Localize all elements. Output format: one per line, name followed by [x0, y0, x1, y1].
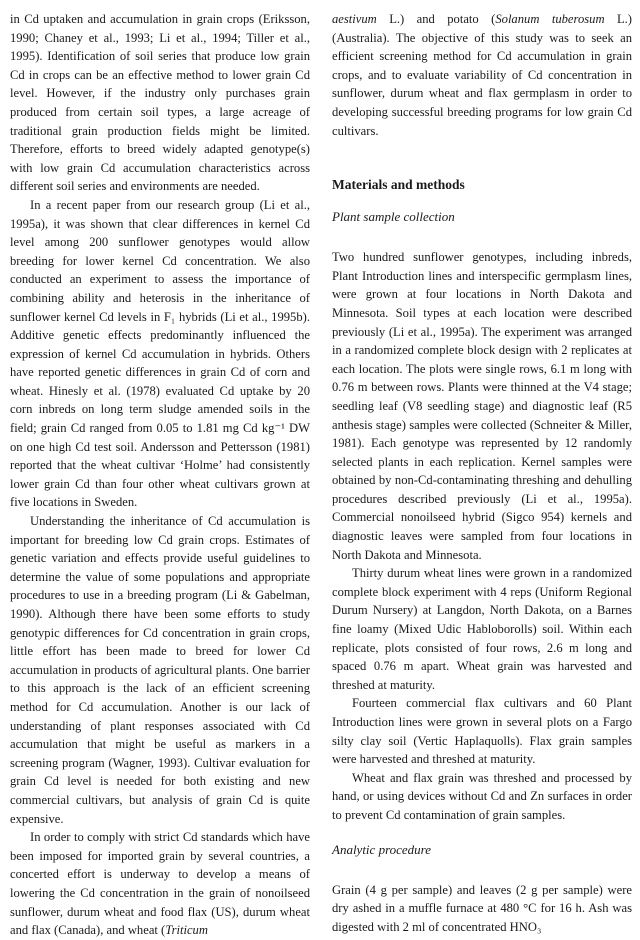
methods-paragraph	[332, 564, 632, 694]
text-run: Two hundred sunflower genotypes, including inbreds, Plant Introduction lines and interspecific germplasm lines, were grown at four locations in North Dakota and Minnesota. Soil types at each location were described previously (Li et al., 1995a). The experiment was arranged in a randomized complete block design with 2 replicates at each location. The plots were single rows, 6.1 m long with 0.76 m between rows. Plants were thinned at the V4 stage; seedling leaf (V8 seedling stage) and diagnostic leaf (R5 anthesis stage) samples were collected (Schneiter & Miller, 1981). Each genotype was represented by 12 randomly selected plants in each replication. Kernel samples were obtained by non-Cd-contaminating threshing and dehulling procedures described previously (Li et al., 1995a). Commercial nonoilseed hybrid (Sigco 954) kernels and diagnostic leaves were sampled from four locations in North Dakota and Minnesota.	[332, 250, 632, 562]
methods-paragraph	[332, 248, 632, 564]
text-run: In a recent paper from our research group (Li et al., 1995a), it was shown that clear differences in kernel Cd level among 200 sunflower genotypes would allow breeding for lower kernel Cd concentration. We also conducted an experiment to assess the importance of combining ability and heterosis in the inheritance of sunflower kernel Cd levels in F₁ hybrids (Li et al., 1995b). Additive genetic effects predominantly influenced the expression of kernel Cd accumulation in hybrids. Others have reported genetic differences in grain Cd of corn and wheat. Hinesly et al. (1978) evaluated Cd uptake by 20 corn inbreds on long term sludge amended soils in the field; grain Cd ranged from 0.05 to 1.81 mg Cd kg⁻¹ DW on one high Cd test soil. Andersson and Pettersson (1981) reported that the wheat cultivar ‘Holme’ had consistently lower grain Cd than four other wheat cultivars grown at five locations in Sweden.	[10, 197, 310, 510]
text-run: Understanding the inheritance of Cd accumulation is important for breeding low Cd grain crops. Estimates of genetic variation and effects provide useful guidelines to determine the value of some populations and appropriate procedures to use in a breeding program (Li & Gabelman, 1990). Although there have been some efforts to study genotypic differences for Cd concentration in grain crops, little effort has been made to breed for lower Cd accumulation in products of agricultural plants. One barrier to this approach is the lack of an efficient screening method for Cd accumulation. Another is our lack of understanding of plant responses associated with Cd accumulation that might be useful as markers in a screening program (Wagner, 1993). Cultivar evaluation for grain Cd level is needed for both existing and new commercial cultivars, but analysis of grain Cd is quite expensive.	[10, 514, 310, 826]
methods-paragraph	[332, 694, 632, 768]
italic-text-run: Solanum tuberosum	[495, 12, 605, 26]
text-run: In order to comply with strict Cd standards which have been imposed for imported grain by several countries, a concerted effort is underway to develop a means of lowering the Cd concentration in the grain of nonoilseed sunflower, durum wheat and food flax (US), durum wheat and flax (Canada), and wheat (	[10, 830, 310, 938]
italic-text-run: aestivum	[332, 12, 377, 26]
left-paragraph	[10, 512, 310, 828]
left-paragraph	[10, 10, 310, 196]
text-run: Thirty durum wheat lines were grown in a randomized complete block experiment with 4 reps (Uniform Regional Durum Nursery) at Langdon, North Dakota, on a Barnes fine loamy (Mixed Udic Habloborolls) soil. Within each replicate, plots consisted of four rows, 2.6 m long and spaced 0.76 m apart. Wheat grain was harvested and threshed at maturity.	[332, 566, 632, 692]
left-column	[10, 10, 310, 938]
italic-text-run: Triticum	[165, 923, 208, 938]
text-run: L.) and potato (	[376, 12, 496, 26]
section-heading: Materials and methods	[332, 177, 465, 193]
subheading-plant-sample-collection: Plant sample collection	[332, 209, 455, 225]
left-paragraph	[10, 196, 310, 512]
two-column-body	[10, 10, 632, 938]
text-run: Grain (4 g per sample) and leaves (2 g per sample) were dry ashed in a muffle furnace at 480 °C for 16 h. Ash was digested with 2 ml of concentrated HNO₃	[332, 882, 632, 934]
methods-paragraph	[332, 769, 632, 825]
text-run: Fourteen commercial flax cultivars and 60 Plant Introduction lines were grown in several plots on a Fargo silty clay soil (Vertic Haplaquolls). Flax grain samples were harvested and threshed at maturity.	[332, 696, 632, 767]
analytic-paragraph	[332, 881, 632, 937]
text-run: L.) (Australia). The objective of this study was to seek an efficient screening method for Cd accumulation in grain crops, and to evaluate variability of Cd concentration in sunflower, durum wheat and flax germplasm in order to developing successful breeding programs for low grain Cd cultivars.	[332, 12, 632, 138]
text-run: in Cd uptaken and accumulation in grain crops (Eriksson, 1990; Chaney et al., 1993; Li et al., 1994; Tiller et al., 1995). Identification of soil series that produce low grain Cd in crops can be an effective method to lower grain Cd level. However, if the industry only purchases grain produced from certain soil types, a large acreage of traditional grain production fields might be limited. Therefore, efforts to breed widely adapted genotype(s) with low grain Cd accumulation characteristics across different soil series and environments are needed.	[10, 12, 310, 194]
right-column	[332, 10, 632, 934]
text-run: Wheat and flax grain was threshed and processed by hand, or using devices without Cd and Zn surfaces in order to prevent Cd contamination of grain samples.	[332, 770, 632, 822]
subheading-analytic-procedure: Analytic procedure	[332, 841, 432, 857]
left-paragraph	[10, 828, 310, 940]
intro-paragraph	[332, 10, 632, 140]
